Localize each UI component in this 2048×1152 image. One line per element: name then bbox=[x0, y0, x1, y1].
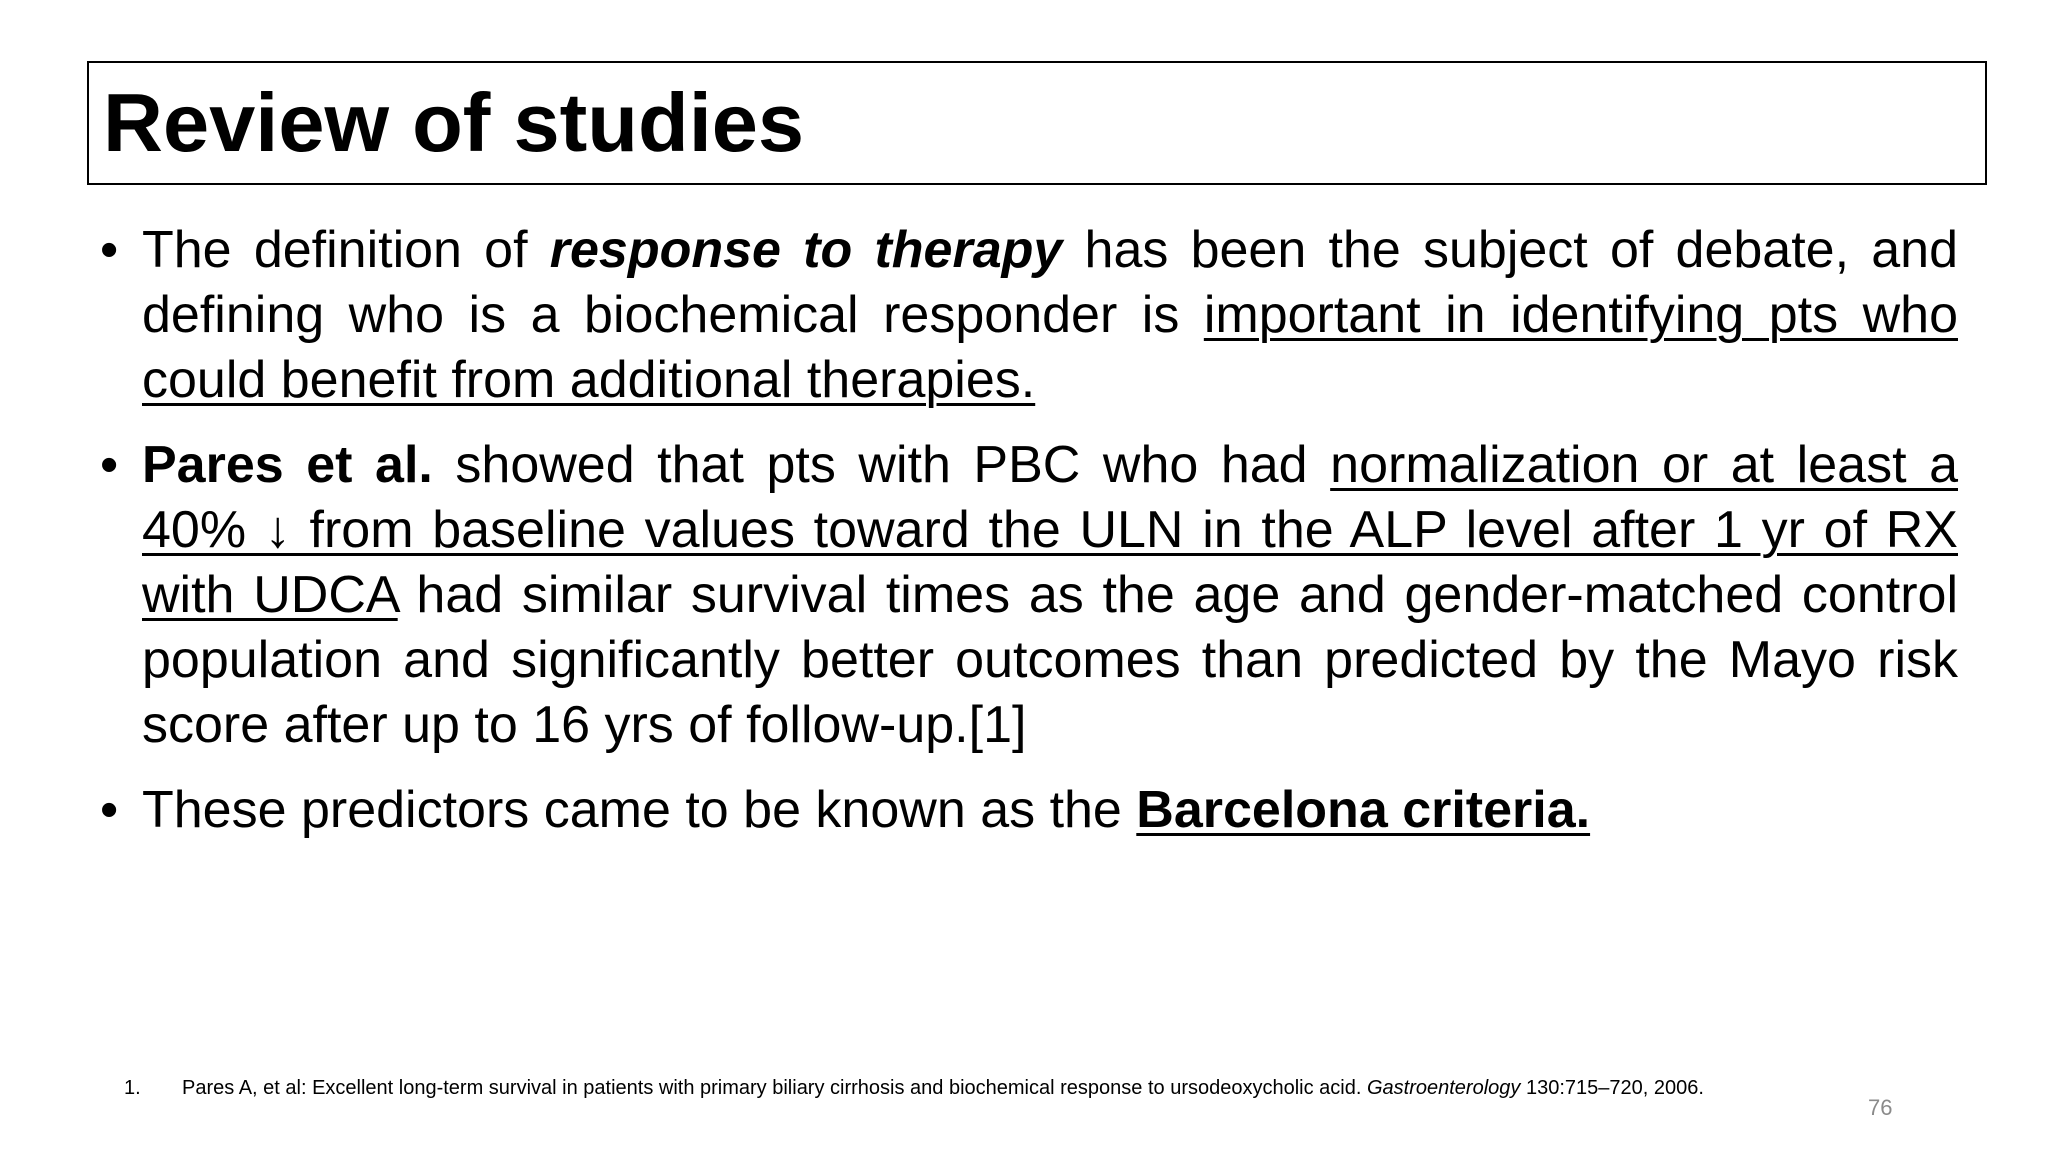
underlined-text: normalization or at least a 40% ↓ from baseline values toward the ULN in the ALP level after 1 yr of RX with UDCA bbox=[142, 436, 1958, 624]
bullet-item-barcelona-criteria bbox=[100, 778, 1958, 843]
bullet-list bbox=[100, 218, 1958, 863]
bullet-icon: • bbox=[100, 436, 119, 494]
bullet-text: had similar survival times as the age and gender-matched control population and significantly better outcomes than predicted by the Mayo risk score after up to 16 yrs of follow-up.[1] bbox=[142, 566, 1958, 754]
bullet-icon: • bbox=[100, 781, 119, 839]
slide-title: Review of studies bbox=[103, 76, 805, 169]
emphasis-text: response to therapy bbox=[549, 221, 1063, 279]
title-box bbox=[87, 61, 1987, 185]
footnote-number: 1. bbox=[124, 1077, 141, 1099]
bullet-item-pares-study bbox=[100, 433, 1958, 758]
bullet-text: These predictors came to be known as the bbox=[142, 781, 1137, 839]
footnote-text: Pares A, et al: Excellent long-term survival in patients with primary biliary cirrhosis and biochemical response to ursodeoxycholic acid. bbox=[182, 1077, 1367, 1099]
footnote bbox=[124, 1075, 1704, 1101]
bold-underlined-text: Barcelona criteria. bbox=[1136, 781, 1591, 839]
bullet-text: The definition of bbox=[142, 221, 550, 279]
bold-text: Pares et al. bbox=[142, 436, 433, 494]
underlined-text: important in identifying pts who could benefit from additional therapies. bbox=[142, 286, 1958, 409]
page-number: 76 bbox=[1868, 1095, 1893, 1120]
bullet-item-response-definition bbox=[100, 218, 1958, 413]
bullet-text: has been the subject of debate, and defining who is a biochemical responder is bbox=[142, 221, 1958, 344]
bullet-text: showed that pts with PBC who had bbox=[432, 436, 1331, 494]
footnote-citation: 130:715–720, 2006. bbox=[1520, 1077, 1704, 1099]
bullet-icon: • bbox=[100, 221, 119, 279]
footnote-journal: Gastroenterology bbox=[1366, 1077, 1521, 1099]
